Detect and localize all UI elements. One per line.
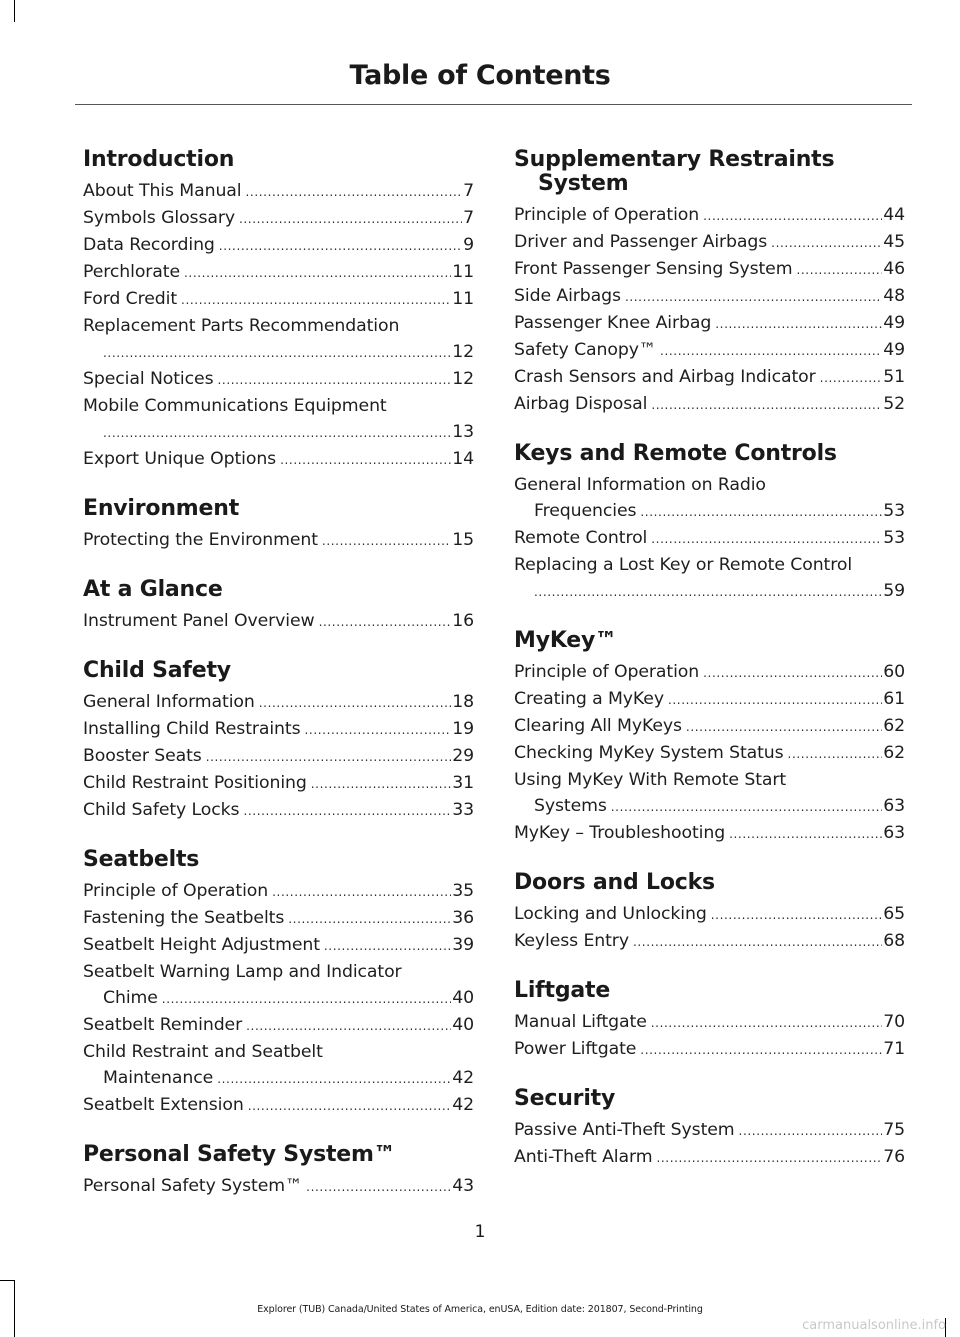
crop-mark-top-left (14, 0, 15, 22)
toc-section (514, 148, 905, 418)
toc-entry-page: 46 (883, 259, 905, 279)
toc-entry-line (83, 743, 474, 770)
dot-leader (162, 986, 451, 1012)
toc-entry-title: Principle of Operation (514, 662, 700, 682)
toc-entry-page: 11 (452, 262, 474, 282)
toc-section (83, 848, 474, 1119)
footer-edition-info: Explorer (TUB) Canada/United States of America, enUSA, Edition date: 201807, Second-Printing (257, 1304, 703, 1315)
toc-entry-page: 62 (883, 743, 905, 763)
toc-entry-line (514, 686, 905, 713)
dot-leader (272, 879, 451, 905)
toc-entry-page: 7 (463, 181, 474, 201)
dot-leader (640, 1037, 882, 1063)
toc-entry-page: 13 (452, 422, 474, 442)
toc-entry[interactable] (83, 716, 474, 743)
toc-entry-page: 9 (463, 235, 474, 255)
toc-entry-line (514, 525, 905, 552)
toc-entry[interactable] (83, 770, 474, 797)
toc-entry-line (83, 905, 474, 932)
dot-leader (243, 798, 451, 824)
toc-entry-title: Ford Credit (83, 289, 178, 309)
toc-entry-line-cont (514, 578, 905, 605)
toc-entry-title: Special Notices (83, 369, 214, 389)
dot-leader (711, 902, 882, 928)
toc-entry-page: 35 (452, 881, 474, 901)
toc-entry-line (514, 901, 905, 928)
toc-section (514, 442, 905, 605)
toc-entry[interactable] (514, 337, 905, 364)
toc-entry[interactable] (83, 905, 474, 932)
toc-entry-line (514, 713, 905, 740)
toc-right-column (514, 148, 905, 1195)
toc-entry-page: 11 (452, 289, 474, 309)
toc-entry-title: Side Airbags (514, 286, 621, 306)
toc-entry[interactable] (83, 1092, 474, 1119)
toc-entry-line (83, 527, 474, 554)
section-heading (83, 497, 474, 521)
toc-entry[interactable] (514, 552, 905, 605)
section-heading-text: Seatbelts (83, 847, 200, 872)
toc-entry-page: 40 (452, 988, 474, 1008)
toc-entry-line (83, 932, 474, 959)
dot-leader (651, 526, 882, 552)
toc-section (514, 871, 905, 955)
dot-leader (181, 287, 451, 313)
toc-entry[interactable] (514, 1009, 905, 1036)
toc-entry-page: 68 (883, 931, 905, 951)
toc-entry[interactable] (83, 959, 474, 1012)
toc-entry[interactable] (514, 1036, 905, 1063)
toc-entry[interactable] (83, 313, 474, 366)
dot-leader (248, 1093, 452, 1119)
toc-entry-title: Front Passenger Sensing System (514, 259, 793, 279)
toc-entry-line (514, 337, 905, 364)
toc-entry-page: 18 (452, 692, 474, 712)
toc-entry-page: 44 (883, 205, 905, 225)
section-heading-text: MyKey™ (514, 628, 617, 653)
toc-section (514, 1087, 905, 1171)
toc-entry-page: 76 (883, 1147, 905, 1167)
toc-entry[interactable] (514, 928, 905, 955)
dot-leader (305, 717, 452, 743)
toc-entry-title: Fastening the Seatbelts (83, 908, 285, 928)
toc-entry-line (514, 256, 905, 283)
toc-entry-line (83, 178, 474, 205)
toc-entry[interactable] (514, 767, 905, 820)
toc-entry-line (514, 364, 905, 391)
toc-section (83, 659, 474, 824)
toc-entry-line (514, 310, 905, 337)
section-heading (514, 1087, 905, 1111)
toc-entry-page: 14 (452, 449, 474, 469)
toc-entry[interactable] (514, 472, 905, 525)
toc-entry-page: 70 (883, 1012, 905, 1032)
toc-entry-title: Creating a MyKey (514, 689, 664, 709)
toc-entry-page: 12 (452, 342, 474, 362)
toc-section (514, 629, 905, 847)
section-heading-text: Security (514, 1086, 616, 1111)
toc-entry-line (83, 393, 474, 419)
toc-entry-line-cont (514, 498, 905, 525)
toc-entry-line-cont (83, 1065, 474, 1092)
toc-entry-title: Personal Safety System™ (83, 1176, 303, 1196)
toc-entry-title-cont: Frequencies (534, 501, 637, 521)
toc-entry-page: 59 (883, 581, 905, 601)
toc-entry-title: Clearing All MyKeys (514, 716, 682, 736)
dot-leader (324, 933, 451, 959)
toc-entry-line (514, 1036, 905, 1063)
toc-entry-title: Power Liftgate (514, 1039, 637, 1059)
toc-entry-page: 62 (883, 716, 905, 736)
toc-entry-page: 48 (883, 286, 905, 306)
toc-entry[interactable] (514, 364, 905, 391)
toc-entry-page: 40 (452, 1015, 474, 1035)
toc-entry-title: Booster Seats (83, 746, 202, 766)
toc-entry-page: 19 (452, 719, 474, 739)
crop-mark-bottom-left-h (0, 1280, 15, 1281)
dot-leader (534, 579, 882, 605)
dot-leader (206, 744, 452, 770)
toc-entry[interactable] (83, 1012, 474, 1039)
toc-entry[interactable] (514, 1117, 905, 1144)
section-heading (514, 979, 905, 1003)
toc-entry[interactable] (83, 259, 474, 286)
toc-entry-title: Seatbelt Warning Lamp and Indicator (83, 962, 402, 982)
toc-entry-page: 31 (452, 773, 474, 793)
watermark: carmanualsonline.info (802, 1318, 946, 1333)
toc-left-column (83, 148, 474, 1224)
toc-entry-title: Driver and Passenger Airbags (514, 232, 768, 252)
toc-entry[interactable] (83, 1173, 474, 1200)
toc-entry-page: 63 (883, 796, 905, 816)
toc-entry-line (83, 446, 474, 473)
dot-leader (739, 1118, 883, 1144)
toc-entry[interactable] (83, 446, 474, 473)
toc-entry-title: Seatbelt Extension (83, 1095, 244, 1115)
toc-entry-title: Mobile Communications Equipment (83, 396, 387, 416)
dot-leader (217, 1066, 451, 1092)
toc-entry-line (83, 205, 474, 232)
toc-entry-page: 33 (452, 800, 474, 820)
toc-entry-page: 49 (883, 313, 905, 333)
toc-entry[interactable] (83, 205, 474, 232)
toc-entry-page: 75 (883, 1120, 905, 1140)
toc-entry[interactable] (83, 608, 474, 635)
toc-entry-title: Anti-Theft Alarm (514, 1147, 653, 1167)
dot-leader (686, 714, 882, 740)
toc-entry-line (83, 1012, 474, 1039)
toc-entry-title: Child Safety Locks (83, 800, 240, 820)
toc-entry-page: 51 (883, 367, 905, 387)
toc-entry-page: 16 (452, 611, 474, 631)
toc-entry-line-cont (83, 339, 474, 366)
toc-entry-title: Airbag Disposal (514, 394, 648, 414)
toc-entry[interactable] (83, 286, 474, 313)
toc-section (83, 148, 474, 473)
dot-leader (246, 179, 463, 205)
dot-leader (788, 741, 883, 767)
toc-entry-title: About This Manual (83, 181, 242, 201)
toc-entry-line-cont (83, 985, 474, 1012)
toc-entry-page: 45 (883, 232, 905, 252)
toc-entry-line (514, 740, 905, 767)
toc-entry[interactable] (514, 229, 905, 256)
toc-entry-line (83, 366, 474, 393)
toc-entry-line (83, 878, 474, 905)
section-heading (83, 848, 474, 872)
toc-entry-line (83, 1173, 474, 1200)
toc-entry[interactable] (514, 740, 905, 767)
toc-entry[interactable] (514, 686, 905, 713)
toc-entry-line (514, 928, 905, 955)
toc-entry-title: Seatbelt Height Adjustment (83, 935, 320, 955)
toc-entry-title-cont: Systems (534, 796, 607, 816)
toc-entry[interactable] (83, 797, 474, 824)
toc-entry-line (514, 820, 905, 847)
section-heading (83, 1143, 474, 1167)
toc-section (514, 979, 905, 1063)
toc-entry[interactable] (83, 932, 474, 959)
dot-leader (640, 499, 882, 525)
toc-entry-line (83, 608, 474, 635)
toc-entry-title: Seatbelt Reminder (83, 1015, 243, 1035)
toc-entry-title: Using MyKey With Remote Start (514, 770, 787, 790)
toc-entry-page: 39 (452, 935, 474, 955)
dot-leader (729, 821, 882, 847)
toc-entry[interactable] (514, 713, 905, 740)
toc-entry-title: Remote Control (514, 528, 648, 548)
dot-leader (660, 338, 882, 364)
toc-section (83, 578, 474, 635)
toc-entry[interactable] (83, 232, 474, 259)
toc-entry-title: Perchlorate (83, 262, 180, 282)
toc-entry-page: 15 (452, 530, 474, 550)
toc-entry[interactable] (83, 743, 474, 770)
toc-entry-page: 12 (452, 369, 474, 389)
toc-entry-line (514, 472, 905, 498)
toc-entry-title: Data Recording (83, 235, 215, 255)
toc-entry[interactable] (83, 527, 474, 554)
page-number: 1 (474, 1222, 486, 1242)
toc-entry-line (514, 1117, 905, 1144)
toc-entry-line (83, 797, 474, 824)
toc-entry-line (83, 770, 474, 797)
toc-entry-page: 60 (883, 662, 905, 682)
toc-entry-title: Principle of Operation (83, 881, 269, 901)
section-heading (514, 629, 905, 653)
toc-entry-page: 53 (883, 528, 905, 548)
section-heading-text: At a Glance (83, 577, 223, 602)
toc-entry-line (83, 959, 474, 985)
dot-leader (280, 447, 451, 473)
toc-entry-line (83, 259, 474, 286)
toc-entry-line (514, 283, 905, 310)
toc-entry-line (514, 659, 905, 686)
dot-leader (820, 365, 883, 391)
toc-entry-title: Passive Anti-Theft System (514, 1120, 735, 1140)
toc-entry[interactable] (83, 689, 474, 716)
toc-entry[interactable] (83, 878, 474, 905)
section-heading-text: Supplementary Restraints (514, 147, 835, 172)
toc-entry-title: Manual Liftgate (514, 1012, 647, 1032)
toc-entry-line (514, 202, 905, 229)
toc-entry-title: Locking and Unlocking (514, 904, 707, 924)
dot-leader (771, 230, 882, 256)
dot-leader (668, 687, 882, 713)
section-heading-text: Introduction (83, 147, 235, 172)
toc-section (83, 1143, 474, 1200)
toc-entry[interactable] (83, 1039, 474, 1092)
dot-leader (239, 206, 462, 232)
toc-entry-line (514, 552, 905, 578)
dot-leader (625, 284, 882, 310)
dot-leader (656, 1145, 882, 1171)
toc-entry-line (514, 229, 905, 256)
toc-entry-page: 65 (883, 904, 905, 924)
page-title: Table of Contents (349, 60, 611, 91)
toc-entry-title: Symbols Glossary (83, 208, 235, 228)
section-heading (514, 148, 905, 196)
toc-entry-line (514, 391, 905, 418)
toc-entry-title: Instrument Panel Overview (83, 611, 315, 631)
toc-entry-page: 42 (452, 1068, 474, 1088)
toc-entry-line-cont (514, 793, 905, 820)
section-heading (514, 442, 905, 466)
section-heading-text: Environment (83, 496, 240, 521)
toc-entry-line (83, 232, 474, 259)
dot-leader (184, 260, 451, 286)
toc-entry-title: Child Restraint and Seatbelt (83, 1042, 323, 1062)
toc-entry-title: MyKey – Troubleshooting (514, 823, 726, 843)
toc-entry-line (514, 1144, 905, 1171)
toc-entry-title: Checking MyKey System Status (514, 743, 784, 763)
toc-entry-title: Replacement Parts Recommendation (83, 316, 400, 336)
toc-entry-page: 29 (452, 746, 474, 766)
toc-entry[interactable] (514, 659, 905, 686)
toc-entry-page: 52 (883, 394, 905, 414)
dot-leader (103, 420, 451, 446)
toc-entry-title: Protecting the Environment (83, 530, 318, 550)
dot-leader (796, 257, 882, 283)
dot-leader (259, 690, 451, 716)
toc-entry[interactable] (514, 283, 905, 310)
dot-leader (633, 929, 882, 955)
section-heading-text: Doors and Locks (514, 870, 715, 895)
toc-entry[interactable] (514, 202, 905, 229)
toc-entry-title: Crash Sensors and Airbag Indicator (514, 367, 816, 387)
toc-entry-title: Child Restraint Positioning (83, 773, 307, 793)
toc-entry[interactable] (514, 820, 905, 847)
toc-entry-title: Principle of Operation (514, 205, 700, 225)
toc-entry-title: General Information (83, 692, 255, 712)
dot-leader (715, 311, 882, 337)
toc-section (83, 497, 474, 554)
toc-entry[interactable] (83, 178, 474, 205)
dot-leader (611, 794, 882, 820)
toc-entry-page: 61 (883, 689, 905, 709)
dot-leader (246, 1013, 451, 1039)
dot-leader (288, 906, 451, 932)
section-heading-text: Liftgate (514, 978, 611, 1003)
dot-leader (651, 1010, 882, 1036)
section-heading (83, 578, 474, 602)
toc-entry-title: Keyless Entry (514, 931, 629, 951)
section-heading (83, 148, 474, 172)
dot-leader (319, 609, 452, 635)
toc-entry[interactable] (514, 1144, 905, 1171)
toc-entry-page: 42 (452, 1095, 474, 1115)
dot-leader (703, 203, 882, 229)
toc-entry-title: Export Unique Options (83, 449, 277, 469)
toc-entry-page: 49 (883, 340, 905, 360)
section-heading-text: Keys and Remote Controls (514, 441, 837, 466)
toc-entry[interactable] (514, 525, 905, 552)
toc-entry-title-cont: Chime (103, 988, 158, 1008)
toc-entry-page: 7 (463, 208, 474, 228)
toc-entry[interactable] (514, 901, 905, 928)
toc-entry-page: 36 (452, 908, 474, 928)
toc-entry[interactable] (514, 310, 905, 337)
toc-entry-title: General Information on Radio (514, 475, 766, 495)
dot-leader (103, 340, 451, 366)
toc-entry-line (83, 313, 474, 339)
section-heading-text: Child Safety (83, 658, 231, 683)
dot-leader (306, 1174, 451, 1200)
header-divider (75, 104, 912, 105)
toc-entry-line-cont (83, 419, 474, 446)
toc-entry[interactable] (514, 256, 905, 283)
toc-entry-title: Installing Child Restraints (83, 719, 301, 739)
dot-leader (651, 392, 882, 418)
toc-entry-title-cont: Maintenance (103, 1068, 214, 1088)
toc-entry-page: 63 (883, 823, 905, 843)
toc-entry[interactable] (83, 393, 474, 446)
dot-leader (311, 771, 451, 797)
toc-entry-title: Replacing a Lost Key or Remote Control (514, 555, 853, 575)
toc-entry[interactable] (83, 366, 474, 393)
toc-entry-line (83, 1092, 474, 1119)
toc-entry-line (83, 1039, 474, 1065)
toc-entry-page: 43 (452, 1176, 474, 1196)
section-heading (514, 871, 905, 895)
section-heading-text: Personal Safety System™ (83, 1142, 396, 1167)
toc-entry-line (83, 286, 474, 313)
toc-entry-line (83, 716, 474, 743)
dot-leader (322, 528, 451, 554)
dot-leader (219, 233, 462, 259)
section-heading (83, 659, 474, 683)
dot-leader (217, 367, 451, 393)
toc-entry-title: Passenger Knee Airbag (514, 313, 712, 333)
toc-entry-page: 53 (883, 501, 905, 521)
toc-entry-page: 71 (883, 1039, 905, 1059)
toc-entry-line (514, 1009, 905, 1036)
toc-entry-line (83, 689, 474, 716)
toc-entry-line (514, 767, 905, 793)
dot-leader (703, 660, 882, 686)
toc-entry-title: Safety Canopy™ (514, 340, 657, 360)
section-heading-text-cont: System (538, 171, 629, 196)
toc-entry[interactable] (514, 391, 905, 418)
